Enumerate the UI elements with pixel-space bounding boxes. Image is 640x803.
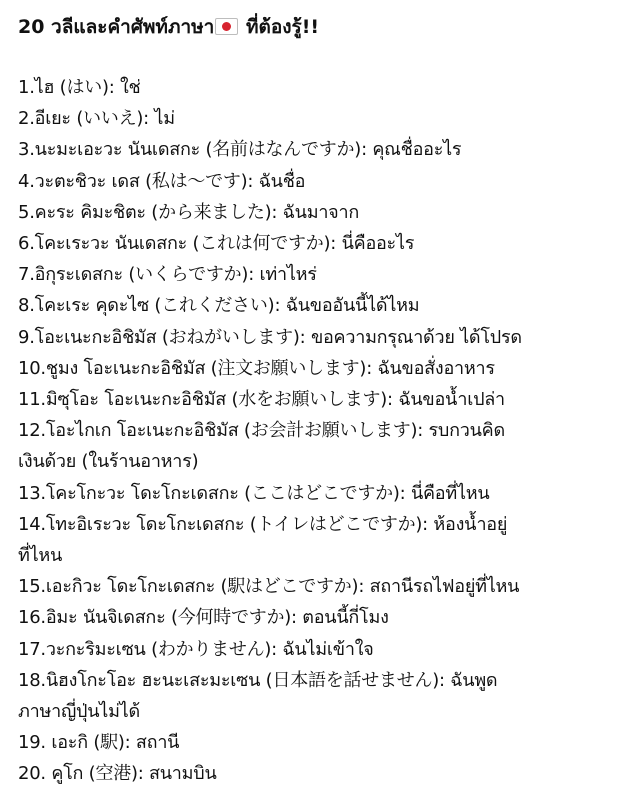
phrase-item (18, 322, 624, 353)
phrase-item (18, 758, 624, 789)
phrase-item (18, 571, 624, 602)
phrase-item (18, 134, 624, 165)
phrase-text: 14.โทะอิเระวะ โดะโกะเดสกะ (トイレはどこですか): ห้องน้ำอยู่ (18, 513, 508, 535)
title-lead: 20 วลีและคำศัพท์ภาษา (18, 16, 215, 38)
phrase-item (18, 602, 624, 633)
phrase-text: 18.นิฮงโกะโอะ ฮะนะเสะมะเซน (日本語を話せません): ฉันพูด (18, 669, 498, 691)
title-trail: ที่ต้องรู้!! (239, 16, 320, 38)
phrase-item (18, 197, 624, 228)
phrase-text: 20. คูโก (空港): สนามบิน (18, 763, 217, 785)
phrase-item (18, 665, 624, 727)
phrase-item (18, 228, 624, 259)
phrase-text: 7.อิกุระเดสกะ (いくらですか): เท่าไหร่ (18, 264, 317, 286)
phrase-item (18, 103, 624, 134)
phrase-text: 3.นะมะเอะวะ นันเดสกะ (名前はなんですか): คุณชื่ออะไร (18, 139, 462, 161)
phrase-text: 4.วะตะชิวะ เดส (私は〜です): ฉันชื่อ (18, 170, 306, 192)
phrase-text: 11.มิซุโอะ โอะเนะกะอิชิมัส (水をお願いします): ฉันขอน้ำเปล่า (18, 389, 505, 411)
phrase-item (18, 384, 624, 415)
phrase-text: 16.อิมะ นันจิเดสกะ (今何時ですか): ตอนนี้กี่โมง (18, 607, 389, 629)
phrase-list (18, 72, 624, 790)
phrase-text: 2.อีเยะ (いいえ): ไม่ (18, 108, 175, 130)
phrase-text: 8.โคะเระ คุดะไซ (これください): ฉันขออันนี้ได้ไหม (18, 295, 420, 317)
phrase-text: 6.โคะเระวะ นันเดสกะ (これは何ですか): นี่คืออะไร (18, 233, 415, 255)
phrase-text: 5.คะระ คิมะชิตะ (から来ました): ฉันมาจาก (18, 201, 359, 223)
phrase-item (18, 290, 624, 321)
phrase-item (18, 478, 624, 509)
phrase-text: 10.ชูมง โอะเนะกะอิชิมัส (注文お願いします): ฉันขอสั่งอาหาร (18, 357, 495, 379)
phrase-text: 13.โคะโกะวะ โดะโกะเดสกะ (ここはどこですか): นี่คือที่ไหน (18, 482, 490, 504)
phrase-text: 12.โอะไกเก โอะเนะกะอิชิมัส (お会計お願いします): รบกวนคิด (18, 420, 505, 442)
phrase-text: 9.โอะเนะกะอิชิมัส (おねがいします): ขอความกรุณาด้วย ได้โปรด (18, 326, 522, 348)
phrase-item (18, 634, 624, 665)
phrase-item (18, 727, 624, 758)
phrase-item (18, 415, 624, 477)
phrase-text-continued: ที่ไหน (18, 545, 63, 567)
flag-red-circle (222, 22, 231, 31)
phrase-item (18, 72, 624, 103)
phrase-text: 19. เอะกิ (駅): สถานี (18, 732, 180, 754)
phrase-text: 17.วะกะริมะเซน (わかりません): ฉันไม่เข้าใจ (18, 638, 374, 660)
phrase-item (18, 259, 624, 290)
phrase-text-continued: เงินด้วย (ในร้านอาหาร) (18, 451, 199, 473)
japan-flag-icon (215, 18, 238, 35)
phrase-text-continued: ภาษาญี่ปุ่นไม่ได้ (18, 701, 140, 723)
phrase-text: 1.ไฮ (はい): ใช่ (18, 77, 141, 98)
document-title (18, 12, 624, 42)
phrase-item (18, 166, 624, 197)
phrase-text: 15.เอะกิวะ โดะโกะเดสกะ (駅はどこですか): สถานีรถไฟอยู่ที่ไหน (18, 576, 520, 598)
phrase-item (18, 353, 624, 384)
phrase-item (18, 509, 624, 571)
